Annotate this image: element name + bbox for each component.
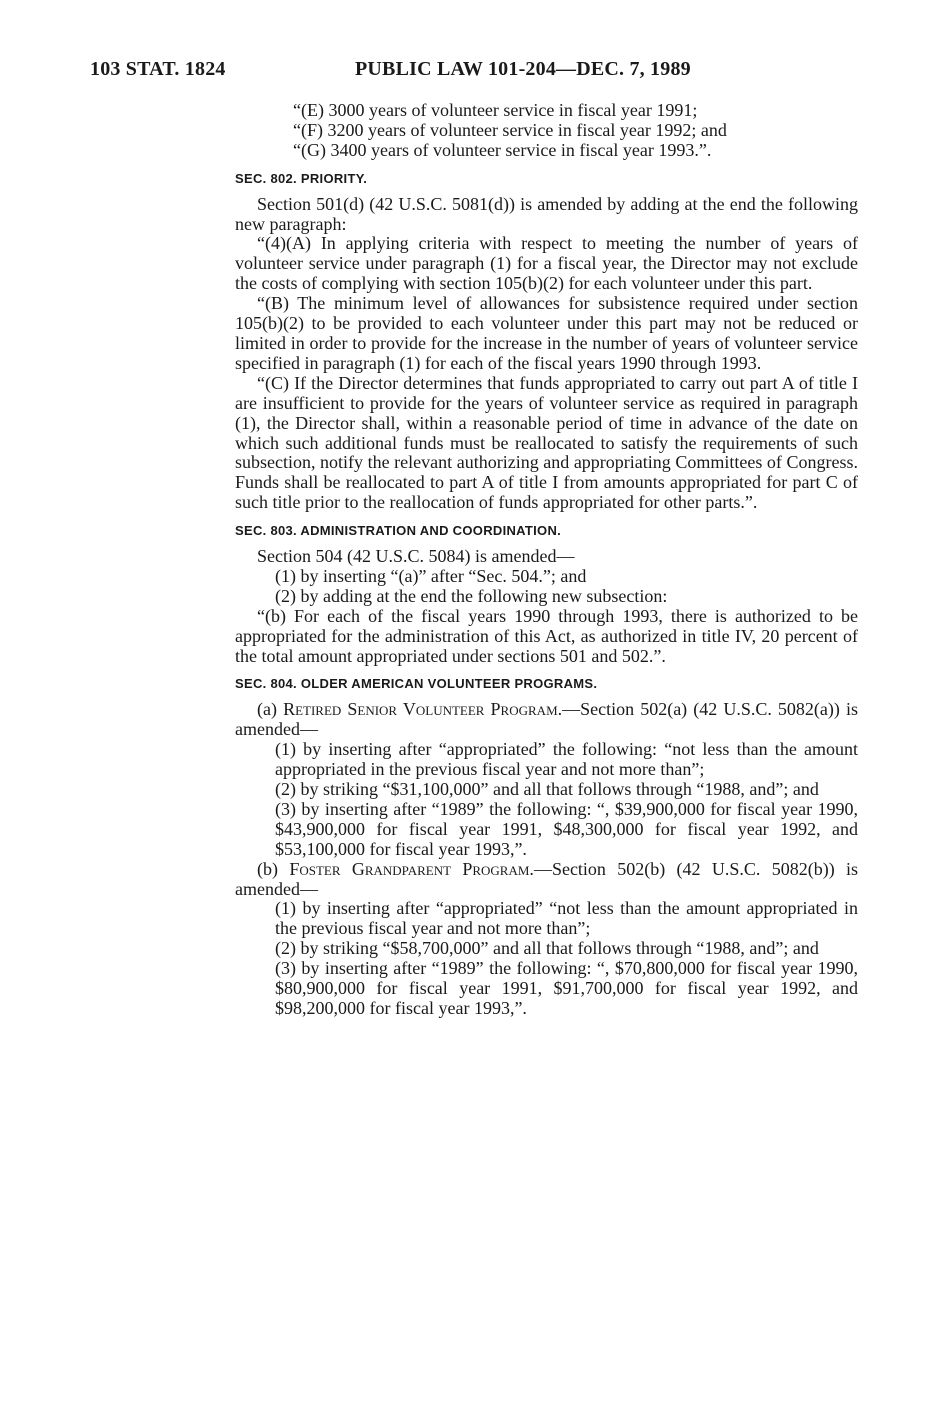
subsection-b [235, 860, 858, 900]
list-item: (1) by inserting after “appropriated” the following: “not less than the amount appropriated in the previous fiscal year and not more than”; [275, 739, 858, 780]
document-body [235, 101, 858, 1019]
list-item: (1) by inserting “(a)” after “Sec. 504.”; and [275, 565, 587, 586]
list-item: “(G) 3400 years of volunteer service in fiscal year 1993.”. [293, 139, 712, 160]
subsection-text: —Section 502(b) (42 U.S.C. 5082(b)) is amended— [235, 858, 859, 899]
list-item: (2) by striking “$58,700,000” and all that follows through “1988, and”; and [275, 938, 819, 959]
paragraph: Section 504 (42 U.S.C. 5084) is amended— [257, 546, 575, 567]
subsection-label: (b) [257, 858, 278, 879]
list-item: “(F) 3200 years of volunteer service in fiscal year 1992; and [293, 119, 727, 140]
paragraph: “(b) For each of the fiscal years 1990 through 1993, there is authorized to be appropriated for the administration of this Act, as authorized in title IV, 20 percent of the total amount appropriated under sections 501 and 502.”. [235, 605, 858, 666]
subsection-text: —Section 502(a) (42 U.S.C. 5082(a)) is amended— [235, 699, 858, 740]
section-heading-804: SEC. 804. OLDER AMERICAN VOLUNTEER PROGRAMS. [235, 676, 598, 692]
subsection-title: Foster Grandparent Program. [289, 858, 534, 879]
section-heading-802: SEC. 802. PRIORITY. [235, 170, 368, 186]
list-item: (2) by striking “$31,100,000” and all that follows through “1988, and”; and [275, 779, 819, 799]
paragraph: “(C) If the Director determines that funds appropriated to carry out part A of title I are insufficient to provide for the years of volunteer service as required in paragraph (1), the Director shall, within a reasonable period of time in advance of the date on which such additional funds must be reallocated to satisfy the requirements of such subsection, notify the relevant authorizing and appropriating Committees of Congress. Funds shall be reallocated to part A of title I from amounts appropriated for part C of such title prior to the reallocation of funds appropriated for other parts.”. [235, 372, 858, 513]
list-item: (3) by inserting after “1989” the following: “, $70,800,000 for fiscal year 1990, $80,900,000 for fiscal year 1991, $91,700,000 for fiscal year 1992, and $98,200,000 for fiscal year 1993,”. [275, 958, 858, 1018]
subsection-a [235, 700, 858, 740]
subsection-label: (a) [257, 699, 277, 720]
subsection-title: Retired Senior Volunteer Program. [283, 699, 563, 720]
public-law-title: PUBLIC LAW 101-204—DEC. 7, 1989 [355, 58, 691, 80]
section-heading-803: SEC. 803. ADMINISTRATION AND COORDINATION. [235, 523, 562, 539]
list-item: (2) by adding at the end the following new subsection: [275, 585, 668, 606]
statute-citation: 103 STAT. 1824 [90, 58, 226, 80]
paragraph: “(4)(A) In applying criteria with respect to meeting the number of years of volunteer service under paragraph (1) for a fiscal year, the Director may not exclude the costs of complying with section 105(b)(2) for each volunteer under this part. [235, 233, 858, 294]
paragraph: “(B) The minimum level of allowances for subsistence required under section 105(b)(2) to be provided to each volunteer under this part may not be reduced or limited in order to provide for the increase in the number of years of volunteer service specified in paragraph (1) for each of the fiscal years 1990 through 1993. [235, 293, 858, 373]
list-item: (3) by inserting after “1989” the following: “, $39,900,000 for fiscal year 1990, $43,900,000 for fiscal year 1991, $48,300,000 for fiscal year 1992, and $53,100,000 for fiscal year 1993,”. [275, 798, 858, 859]
list-item: “(E) 3000 years of volunteer service in fiscal year 1991; [293, 100, 698, 120]
list-item: (1) by inserting after “appropriated” “not less than the amount appropriated in the previous fiscal year and not more than”; [275, 898, 858, 939]
paragraph: Section 501(d) (42 U.S.C. 5081(d)) is amended by adding at the end the following new paragraph: [235, 193, 858, 234]
